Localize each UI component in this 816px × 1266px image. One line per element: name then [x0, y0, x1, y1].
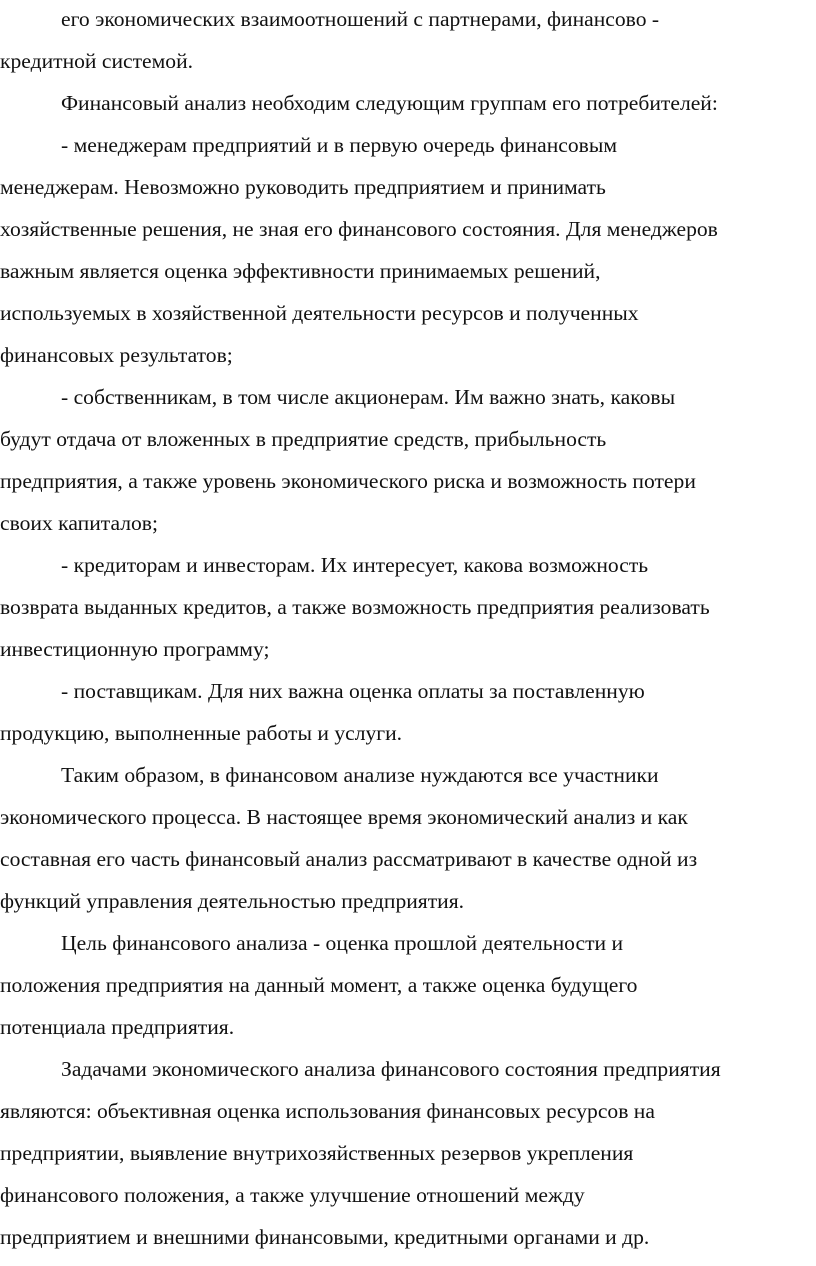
text-line-29: финансового положения, а также улучшение отношений между: [0, 1183, 585, 1207]
text-line-5: менеджерам. Невозможно руководить предприятием и принимать: [0, 175, 606, 199]
text-line-24: положения предприятия на данный момент, а также оценка будущего: [0, 973, 638, 997]
text-line-14: - кредиторам и инвесторам. Их интересует, какова возможность: [61, 553, 649, 577]
text-line-4: - менеджерам предприятий и в первую очередь финансовым: [61, 133, 618, 157]
text-line-8: используемых в хозяйственной деятельности ресурсов и полученных: [0, 301, 639, 325]
text-line-19: Таким образом, в финансовом анализе нуждаются все участники: [61, 763, 659, 787]
text-line-12: предприятия, а также уровень экономического риска и возможность потери: [0, 469, 696, 493]
text-line-11: будут отдача от вложенных в предприятие средств, прибыльность: [0, 427, 607, 451]
text-line-22: функций управления деятельностью предприятия.: [0, 889, 465, 913]
text-line-20: экономического процесса. В настоящее время экономический анализ и как: [0, 805, 688, 829]
text-line-13: своих капиталов;: [0, 511, 158, 535]
text-line-16: инвестиционную программу;: [0, 637, 270, 661]
text-line-21: составная его часть финансовый анализ рассматривают в качестве одной из: [0, 847, 698, 871]
text-line-3: Финансовый анализ необходим следующим группам его потребителей:: [61, 91, 718, 115]
text-line-2: кредитной системой.: [0, 49, 194, 73]
text-line-10: - собственникам, в том числе акционерам. Им важно знать, каковы: [61, 385, 676, 409]
text-line-9: финансовых результатов;: [0, 343, 233, 367]
text-line-28: предприятии, выявление внутрихозяйственных резервов укрепления: [0, 1141, 634, 1165]
text-line-18: продукцию, выполненные работы и услуги.: [0, 721, 403, 745]
text-line-7: важным является оценка эффективности принимаемых решений,: [0, 259, 601, 283]
text-line-27: являются: объективная оценка использования финансовых ресурсов на: [0, 1099, 655, 1123]
text-line-6: хозяйственные решения, не зная его финансового состояния. Для менеджеров: [0, 217, 718, 241]
text-line-23: Цель финансового анализа - оценка прошлой деятельности и: [61, 931, 624, 955]
text-line-25: потенциала предприятия.: [0, 1015, 235, 1039]
text-line-30: предприятием и внешними финансовыми, кредитными органами и др.: [0, 1225, 650, 1249]
text-line-26: Задачами экономического анализа финансового состояния предприятия: [61, 1057, 721, 1081]
text-line-15: возврата выданных кредитов, а также возможность предприятия реализовать: [0, 595, 710, 619]
text-line-1: его экономических взаимоотношений с партнерами, финансово -: [61, 7, 660, 31]
text-line-17: - поставщикам. Для них важна оценка оплаты за поставленную: [61, 679, 645, 703]
